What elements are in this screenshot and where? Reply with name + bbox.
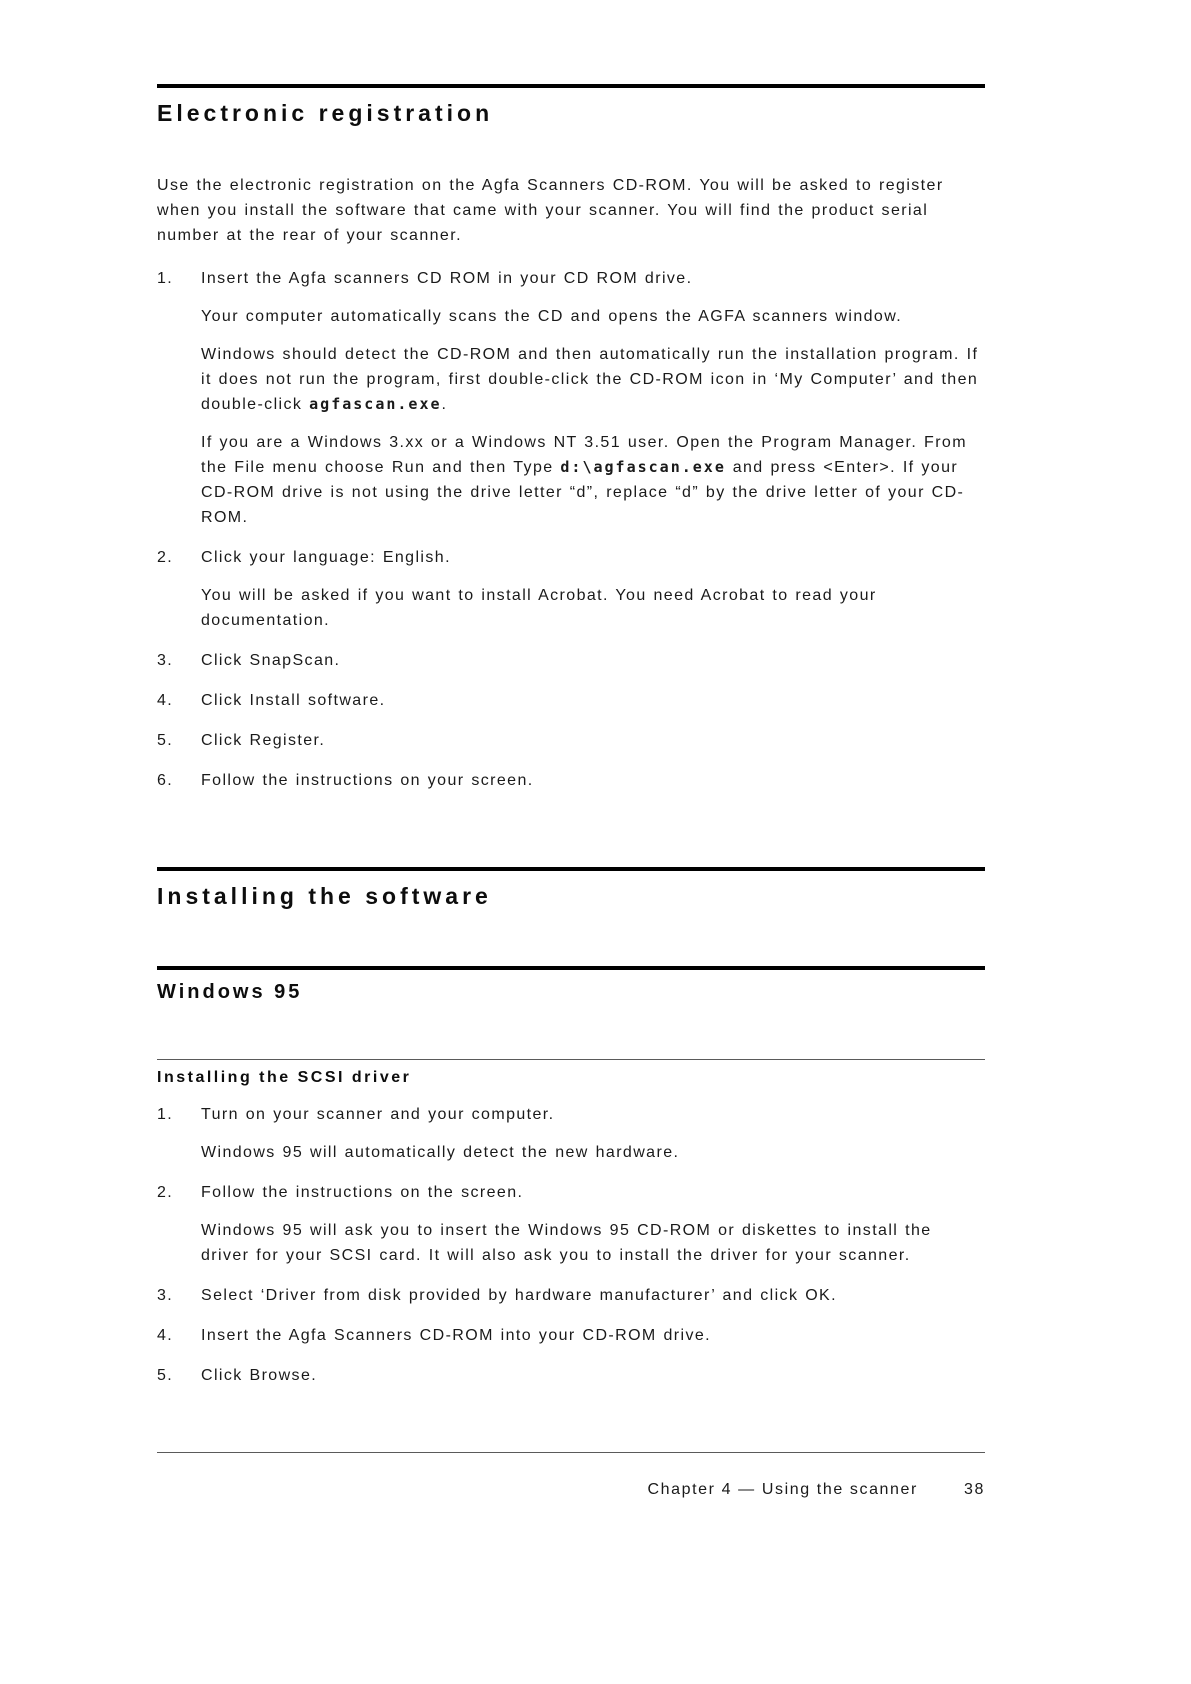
- text-segment: If you are a Windows 3.xx or a Windows NT 3.51 user. Open the Program Manager. From the File menu choose Run and then Type: [201, 434, 967, 476]
- step-text: Click Register.: [201, 732, 326, 749]
- step-text: Turn on your scanner and your computer.: [201, 1106, 555, 1123]
- list-item: [157, 1180, 985, 1268]
- steps-list: [157, 266, 985, 793]
- list-item: [157, 1102, 985, 1165]
- page-content: [157, 0, 985, 1388]
- section-rule: [157, 84, 985, 88]
- list-number: 1.: [157, 270, 174, 287]
- step-text: Follow the instructions on your screen.: [201, 772, 534, 789]
- steps-list: [157, 1102, 985, 1388]
- list-item: [157, 1283, 985, 1308]
- subsection-rule: [157, 1059, 985, 1060]
- list-number: 3.: [157, 652, 174, 669]
- section-installing-software: [157, 867, 985, 910]
- step-text: Insert the Agfa scanners CD ROM in your CD ROM drive.: [201, 270, 693, 287]
- list-number: 6.: [157, 772, 174, 789]
- list-item-body: [201, 1323, 985, 1348]
- footer: [157, 1452, 985, 1499]
- list-item-body: [201, 1283, 985, 1308]
- section-rule: [157, 966, 985, 970]
- text-segment: and press <Enter>. If your CD-ROM drive is not using the drive letter “d”, replace “d” by the drive letter of your CD-ROM.: [201, 459, 965, 526]
- step-text: Click SnapScan.: [201, 652, 341, 669]
- list-number: 2.: [157, 1184, 174, 1201]
- list-item-body: [201, 768, 985, 793]
- step-subtext: You will be asked if you want to install Acrobat. You need Acrobat to read your documentation.: [201, 587, 877, 629]
- list-number: 5.: [157, 1367, 174, 1384]
- list-item-body: [201, 1363, 985, 1388]
- step-text: Click Install software.: [201, 692, 386, 709]
- list-item: [157, 768, 985, 793]
- footer-rule: [157, 1452, 985, 1453]
- list-item: [157, 728, 985, 753]
- intro-paragraph: Use the electronic registration on the Agfa Scanners CD-ROM. You will be asked to register when you install the software that came with your scanner. You will find the product serial number at the rear of your scanner.: [157, 177, 944, 244]
- step-subtext: Windows 95 will ask you to insert the Windows 95 CD-ROM or diskettes to install the driver for your SCSI card. It will also ask you to install the driver for your scanner.: [201, 1222, 932, 1264]
- section-electronic-registration: [157, 84, 985, 793]
- subsection-small-heading: Installing the SCSI driver: [157, 1069, 412, 1086]
- list-item-body: [201, 1180, 985, 1268]
- text-segment: Windows should detect the CD-ROM and then automatically run the installation program. If it does not run the program, first double-click the CD-ROM icon in ‘My Computer’ and then double-click: [201, 346, 979, 413]
- list-item: [157, 648, 985, 673]
- footer-row: [157, 1481, 985, 1499]
- list-item-body: [201, 648, 985, 673]
- list-number: 4.: [157, 1327, 174, 1344]
- list-item: [157, 1363, 985, 1388]
- list-item-body: [201, 545, 985, 633]
- list-item-body: [201, 1102, 985, 1165]
- list-number: 5.: [157, 732, 174, 749]
- text-segment: .: [441, 396, 448, 413]
- section-windows-95: [157, 966, 985, 1004]
- list-item-body: [201, 728, 985, 753]
- step-subtext: Windows 95 will automatically detect the new hardware.: [201, 1144, 680, 1161]
- list-item: [157, 1323, 985, 1348]
- step-subtext: Your computer automatically scans the CD and opens the AGFA scanners window.: [201, 308, 903, 325]
- section-heading: Installing the software: [157, 883, 492, 909]
- step-text: Click your language: English.: [201, 549, 451, 566]
- step-text: Insert the Agfa Scanners CD-ROM into your CD-ROM drive.: [201, 1327, 712, 1344]
- footer-page-number: 38: [964, 1481, 985, 1498]
- list-number: 1.: [157, 1106, 174, 1123]
- subsection-heading: Windows 95: [157, 981, 303, 1003]
- section-heading: Electronic registration: [157, 100, 494, 126]
- subsection-scsi-driver: [157, 1059, 985, 1388]
- section-rule: [157, 867, 985, 871]
- list-item-body: [201, 688, 985, 713]
- step-subtext: [201, 342, 985, 417]
- inline-code: agfascan.exe: [309, 395, 442, 413]
- step-text: Click Browse.: [201, 1367, 318, 1384]
- step-subtext: [201, 430, 985, 530]
- step-text: Select ‘Driver from disk provided by hardware manufacturer’ and click OK.: [201, 1287, 837, 1304]
- list-number: 4.: [157, 692, 174, 709]
- list-item: [157, 266, 985, 530]
- list-number: 3.: [157, 1287, 174, 1304]
- inline-code: d:\agfascan.exe: [560, 458, 726, 476]
- list-item: [157, 545, 985, 633]
- list-number: 2.: [157, 549, 174, 566]
- step-text: Follow the instructions on the screen.: [201, 1184, 524, 1201]
- footer-chapter: Chapter 4 — Using the scanner: [647, 1481, 918, 1498]
- list-item-body: [201, 266, 985, 530]
- list-item: [157, 688, 985, 713]
